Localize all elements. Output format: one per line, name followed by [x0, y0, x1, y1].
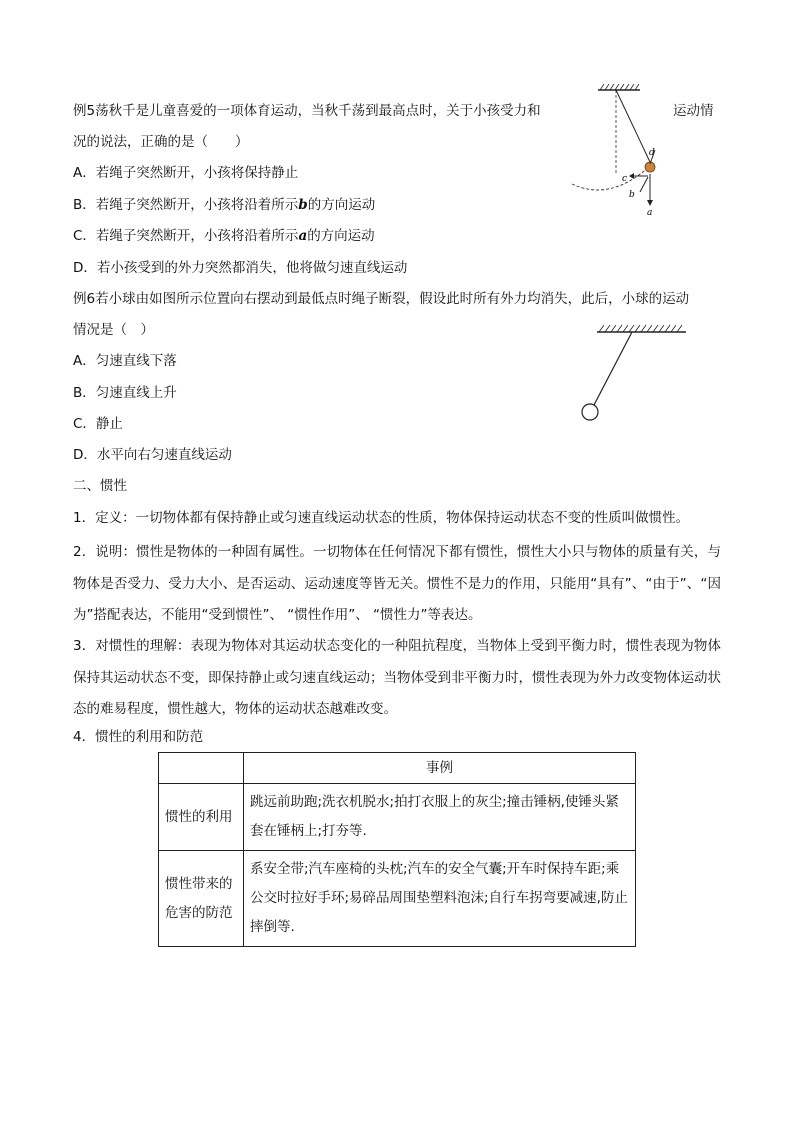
- section-item3: 3．对惯性的理解：表现为物体对其运动状态变化的一种阻抗程度，当物体上受到平衡力时，惯性表现为物体保持其运动状态不变，即保持静止或匀速直线运动；当物体受到非平衡力时，惯性表现为外力改变物体运动状态的难易程度，惯性越大，物体的运动状态越难改变。: [73, 638, 721, 717]
- example5-option-b: B．若绳子突然断开，小孩将沿着所示b的方向运动: [73, 197, 376, 213]
- example6-option-c: C．静止: [73, 416, 123, 432]
- pendulum-figure: [572, 322, 690, 424]
- svg-text:b: b: [629, 190, 635, 200]
- table-row-label: 惯性带来的危害的防范: [159, 851, 244, 947]
- svg-text:d: d: [649, 148, 655, 158]
- table-row-label: 惯性的利用: [159, 784, 244, 851]
- example5-option-d: D．若小孩受到的外力突然都消失，他将做匀速直线运动: [73, 260, 408, 276]
- section-item2: 2．说明：惯性是物体的一种固有属性。一切物体在任何情况下都有惯性，惯性大小只与物体的质量有关，与物体是否受力、受力大小、是否运动、运动速度等皆无关。惯性不是力的作用，只能用“具有”、“由于”、“因为”搭配表达，不能用“受到惯性”、 “惯性作用”、 “惯性力”等表达。: [73, 544, 721, 623]
- table-header-blank: [159, 753, 244, 784]
- example6-option-d: D．水平向右匀速直线运动: [73, 447, 232, 463]
- table-header: 事例: [244, 753, 636, 784]
- example5-option-a: A．若绳子突然断开，小孩将保持静止: [73, 165, 299, 181]
- example6-option-b: B．匀速直线上升: [73, 385, 177, 401]
- example5-stem-line2: 况的说法，正确的是（ ）: [73, 134, 249, 150]
- table-row-content: 跳远前助跑;洗衣机脱水;拍打衣服上的灰尘;撞击锤柄,使锤头紧套在锤柄上;打夯等.: [244, 784, 636, 851]
- section-heading: 二、惯性: [73, 478, 127, 494]
- example5-option-c: C．若绳子突然断开，小孩将沿着所示a的方向运动: [73, 228, 375, 244]
- example5-stem-text: 例5荡秋千是儿童喜爱的一项体育运动，当秋千荡到最高点时，关于小孩受力和: [73, 103, 541, 119]
- inertia-table: [158, 752, 636, 947]
- section-item1: 1．定义：一切物体都有保持静止或匀速直线运动状态的性质，物体保持运动状态不变的性质叫做惯性。: [73, 510, 690, 526]
- example6-option-a: A．匀速直线下落: [73, 353, 177, 369]
- swing-figure: [570, 84, 670, 219]
- example6-stem-line2: 情况是（ ）: [73, 322, 154, 338]
- example6-stem-line1: 例6若小球由如图所示位置向右摆动到最低点时绳子断裂，假设此时所有外力均消失，此后，小球的运动: [73, 291, 690, 307]
- table-row-content: 系安全带;汽车座椅的头枕;汽车的安全气囊;开车时保持车距;乘公交时拉好手环;易碎品周围垫塑料泡沫;自行车拐弯要减速,防止摔倒等.: [244, 851, 636, 947]
- example5-stem-line1: [73, 101, 541, 121]
- example5-stem-line1-tail: 运动情: [673, 103, 714, 119]
- svg-text:a: a: [647, 208, 653, 218]
- section-item4: 4．惯性的利用和防范: [73, 729, 204, 745]
- svg-text:c: c: [622, 174, 628, 184]
- table-row: [159, 851, 636, 947]
- pendulum-ball: [582, 404, 598, 420]
- table-header-row: [159, 753, 636, 784]
- table-row: [159, 784, 636, 851]
